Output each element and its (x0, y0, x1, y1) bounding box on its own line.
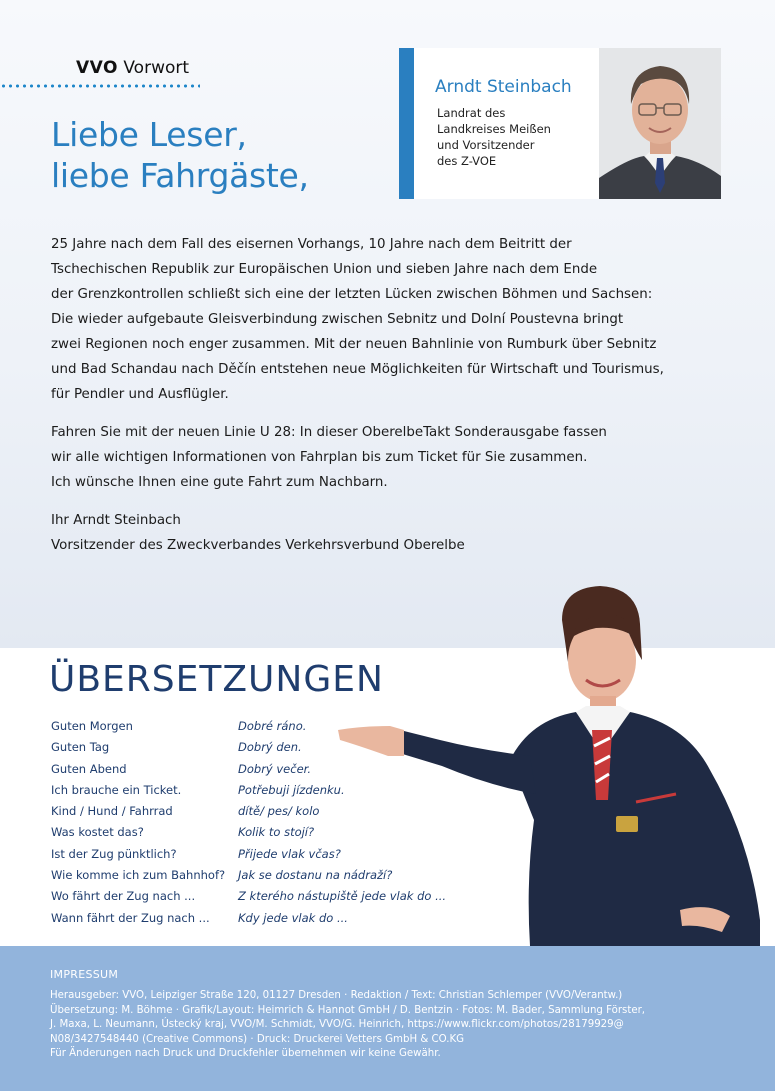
section-header (76, 58, 189, 78)
phrase-czech: Potřebuji jízdenku. (238, 782, 345, 797)
phrase-czech: Kdy jede vlak do ... (238, 910, 348, 925)
headline-line-2: liebe Fahrgäste, (51, 156, 309, 195)
phrase-czech: dítě/ pes/ kolo (238, 804, 320, 819)
phrase-czech: Z kterého nástupiště jede vlak do ... (238, 889, 447, 904)
phrase-german: Ist der Zug pünktlich? (51, 846, 177, 861)
author-profile-box (399, 48, 721, 199)
phrase-czech: Jak se dostanu na nádraží? (238, 868, 393, 883)
author-role: Landrat des Landkreises Meißen und Vorsitzender des Z-VOE (437, 106, 551, 168)
phrase-german: Wie komme ich zum Bahnhof? (51, 868, 226, 883)
letter-text (51, 232, 731, 571)
phrase-german: Was kostet das? (51, 825, 144, 840)
phrase-german: Guten Morgen (51, 719, 133, 733)
page-headline (51, 114, 309, 196)
impressum-title: IMPRESSUM (50, 968, 119, 981)
phrase-german: Wann fährt der Zug nach ... (51, 910, 210, 925)
profile-accent-bar (399, 48, 414, 199)
headline-line-1: Liebe Leser, (51, 115, 247, 154)
phrase-czech: Dobré ráno. (238, 719, 307, 733)
phrase-german: Guten Tag (51, 740, 110, 755)
impressum-text: Herausgeber: VVO, Leipziger Straße 120, 01127 Dresden · Redaktion / Text: Christian Schlemper (VVO/Verantw.) Übersetzung: M. Böhme · Grafik/Layout: Heimrich & Hannot GmbH / D. Bentzin · Fotos: M. Bader, Sammlung Förster, J. Maxa, L. Neumann, Ústecký kraj, VVO/M. Schmidt, VVO/G. Heinrich, https://www.flickr.com/photos/28179929@ N08/3427548440 (Creative Commons) · Druck: Druckerei Vetters GmbH & CO.KG Für Änderungen nach Druck und Druckfehler übernehmen wir keine Gewähr. (50, 990, 646, 1059)
author-portrait-photo (599, 48, 721, 199)
phrase-czech: Kolik to stojí? (238, 825, 315, 840)
impressum-footer (0, 946, 775, 1091)
letter-paragraph-2: Fahren Sie mit der neuen Linie U 28: In dieser OberelbeTakt Sonderausgabe fassen wir alle wichtigen Informationen von Fahrplan bis zum Ticket für Sie zusammen. Ich wünsche Ihnen eine gute Fahrt zum Nachbarn. (51, 425, 607, 490)
phrase-german: Wo fährt der Zug nach ... (51, 889, 196, 904)
brand-logo: VVO (76, 58, 118, 78)
phrase-german: Ich brauche ein Ticket. (51, 782, 182, 797)
translations-title: ÜBERSETZUNGEN (49, 659, 384, 700)
phrase-german: Kind / Hund / Fahrrad (51, 804, 173, 819)
author-name: Arndt Steinbach (435, 77, 572, 97)
letter-signature: Ihr Arndt Steinbach Vorsitzender des Zweckverbandes Verkehrsverbund Oberelbe (51, 513, 465, 553)
phrase-czech: Přijede vlak včas? (238, 846, 341, 861)
section-label: Vorwort (123, 58, 190, 78)
dotted-divider (0, 84, 200, 88)
letter-paragraph-1: 25 Jahre nach dem Fall des eisernen Vorhangs, 10 Jahre nach dem Beitritt der Tschechischen Republik zur Europäischen Union und sieben Jahre nach dem Ende der Grenzkontrollen schließt sich eine der letzten Lücken zwischen Böhmen und Sachsen: Die wieder aufgebaute Gleisverbindung zwischen Sebnitz und Dolní Poustevna bringt zwei Regionen noch enger zusammen. Mit der neuen Bahnlinie von Rumburk über Sebnitz und Bad Schandau nach Děčín entstehen neue Möglichkeiten für Wirtschaft und Tourismus, für Pendler und Ausflügler. (51, 237, 664, 402)
phrase-czech: Dobrý den. (238, 740, 302, 755)
phrase-czech: Dobrý večer. (238, 761, 311, 776)
phrase-german: Guten Abend (51, 761, 127, 776)
